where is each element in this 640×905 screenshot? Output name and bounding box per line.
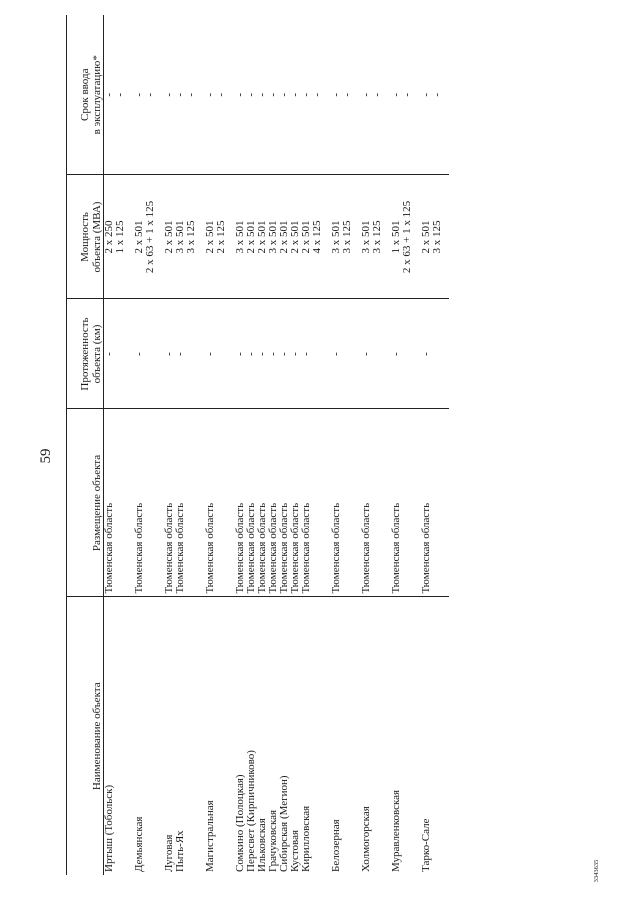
- cell-line: 1 x 125: [114, 220, 126, 254]
- cell-line: -: [431, 92, 443, 97]
- table-row: [290, 15, 301, 875]
- cell-line: -: [133, 92, 145, 97]
- table-row: [164, 15, 175, 875]
- cell-line: -: [267, 92, 279, 97]
- cell-object-name: Пыть-Ях: [174, 830, 186, 872]
- cell-term: [301, 15, 323, 175]
- cell-object-name: Кустовая: [289, 829, 301, 872]
- cell-line: 2 x 63 + 1 x 125: [401, 200, 413, 274]
- cell-line: -: [371, 92, 383, 97]
- cell-line: -: [204, 92, 216, 97]
- cell-line: -: [311, 92, 323, 97]
- cell-line: -: [185, 92, 197, 97]
- column-header: Срок ввода в эксплуатацию*: [67, 15, 104, 175]
- cell-power: [175, 175, 197, 299]
- cell-object-name: Белозерная: [330, 819, 342, 872]
- cell-object-name: Грачуковская: [267, 809, 279, 872]
- cell-line: 2 x 63 + 1 x 125: [144, 200, 156, 274]
- cell-line: 2 x 501: [289, 220, 301, 254]
- cell-line: -: [390, 92, 402, 97]
- cell-object-name: Пересвет (Кирпичниково): [245, 750, 257, 872]
- table-row: [391, 15, 413, 875]
- cell-location: Тюменская область: [134, 409, 156, 597]
- cell-line: 2 x 501: [133, 220, 145, 254]
- row-spacer: [227, 15, 235, 875]
- cell-object-name: Сомкино (Полоцкая): [234, 774, 246, 872]
- table-body: [104, 15, 450, 875]
- cell-line: 3 x 125: [185, 220, 197, 254]
- cell-term: [331, 15, 353, 175]
- table-row: [268, 15, 279, 875]
- cell-line: 3 x 501: [267, 220, 279, 254]
- cell-location: Тюменская область: [331, 409, 353, 597]
- cell-length: -: [279, 299, 290, 409]
- column-header: Протяженность объекта (км): [67, 299, 104, 409]
- column-header: Размещение объекта: [67, 409, 104, 597]
- cell-line: -: [420, 92, 432, 97]
- cell-line: 2 x 501: [420, 220, 432, 254]
- cell-line: 2 x 501: [278, 220, 290, 254]
- cell-object-name: Сибирская (Мегион): [278, 775, 290, 872]
- cell-location: Тюменская область: [279, 409, 290, 597]
- cell-object-name: Холмогорская: [360, 806, 372, 872]
- row-spacer: [126, 15, 134, 875]
- cell-power: [205, 175, 227, 299]
- cell-location: Тюменская область: [361, 409, 383, 597]
- cell-object-name: Муравленковская: [390, 789, 402, 872]
- cell-line: 4 x 125: [311, 220, 323, 254]
- cell-line: -: [360, 92, 372, 97]
- cell-line: 1 x 501: [390, 220, 402, 254]
- cell-line: -: [330, 92, 342, 97]
- cell-length: -: [134, 299, 156, 409]
- cell-line: -: [300, 92, 312, 97]
- cell-length: -: [331, 299, 353, 409]
- cell-length: -: [164, 299, 175, 409]
- cell-object-name: Кирилловская: [300, 805, 312, 872]
- cell-power: [361, 175, 383, 299]
- cell-length: -: [361, 299, 383, 409]
- column-header: Мощность объекта (МВА): [67, 175, 104, 299]
- cell-line: -: [256, 92, 268, 97]
- cell-length: -: [268, 299, 279, 409]
- cell-line: -: [163, 92, 175, 97]
- table-row: [134, 15, 156, 875]
- cell-line: -: [401, 92, 413, 97]
- cell-length: -: [235, 299, 246, 409]
- cell-power: [421, 175, 449, 299]
- row-spacer: [413, 15, 421, 875]
- table-row: [331, 15, 353, 875]
- cell-term: [104, 15, 127, 175]
- cell-location: Тюменская область: [175, 409, 197, 597]
- cell-line: -: [341, 92, 353, 97]
- cell-line: 3 x 125: [431, 220, 443, 254]
- cell-term: [175, 15, 197, 175]
- cell-term: [205, 15, 227, 175]
- cell-length: -: [301, 299, 323, 409]
- table-row: [175, 15, 197, 875]
- cell-object-name: Луговая: [163, 834, 175, 872]
- cell-length: -: [257, 299, 268, 409]
- cell-location: Тюменская область: [257, 409, 268, 597]
- cell-length: -: [175, 299, 197, 409]
- cell-location: Тюменская область: [421, 409, 449, 597]
- cell-object-name: Ильковская: [256, 818, 268, 872]
- facilities-table: [66, 15, 449, 875]
- cell-line: -: [278, 92, 290, 97]
- table-row: [104, 15, 127, 875]
- row-spacer: [156, 15, 164, 875]
- table-row: [421, 15, 449, 875]
- cell-line: -: [215, 92, 227, 97]
- cell-line: 2 x 501: [300, 220, 312, 254]
- cell-location: Тюменская область: [290, 409, 301, 597]
- cell-line: -: [144, 92, 156, 97]
- cell-power: [391, 175, 413, 299]
- table-row: [235, 15, 246, 875]
- cell-object-name: Демьянская: [133, 816, 145, 872]
- cell-location: Тюменская область: [205, 409, 227, 597]
- cell-line: 2 x 501: [163, 220, 175, 254]
- rotated-table-wrapper: [66, 15, 566, 875]
- cell-location: Тюменская область: [301, 409, 323, 597]
- cell-term: [361, 15, 383, 175]
- cell-location: Тюменская область: [391, 409, 413, 597]
- row-spacer: [353, 15, 361, 875]
- cell-line: 3 x 501: [234, 220, 246, 254]
- cell-location: Тюменская область: [104, 409, 127, 597]
- cell-line: 2 x 250: [103, 220, 115, 254]
- column-header: Наименование объекта: [67, 597, 104, 875]
- cell-line: -: [289, 92, 301, 97]
- row-spacer: [383, 15, 391, 875]
- table-row: [279, 15, 290, 875]
- cell-line: 2 x 501: [256, 220, 268, 254]
- cell-power: [134, 175, 156, 299]
- cell-term: [391, 15, 413, 175]
- cell-length: -: [246, 299, 257, 409]
- cell-line: 3 x 501: [174, 220, 186, 254]
- cell-line: 2 x 125: [215, 220, 227, 254]
- table-row: [361, 15, 383, 875]
- cell-term: [134, 15, 156, 175]
- cell-line: 3 x 125: [371, 220, 383, 254]
- cell-location: Тюменская область: [268, 409, 279, 597]
- cell-line: 3 x 501: [330, 220, 342, 254]
- cell-object-name: Тарко-Сале: [420, 818, 432, 872]
- cell-object-name: Магистральная: [204, 800, 216, 872]
- page-number: 59: [38, 448, 54, 464]
- cell-power: [301, 175, 323, 299]
- spacer-cell: [156, 597, 164, 875]
- cell-length: -: [104, 299, 127, 409]
- cell-line: -: [103, 92, 115, 97]
- cell-line: 3 x 501: [360, 220, 372, 254]
- cell-location: Тюменская область: [246, 409, 257, 597]
- cell-line: -: [174, 92, 186, 97]
- cell-length: -: [205, 299, 227, 409]
- table-row: [257, 15, 268, 875]
- cell-line: -: [245, 92, 257, 97]
- cell-term: [421, 15, 449, 175]
- cell-object-name: Иртыш (Тобольск): [103, 784, 115, 872]
- cell-line: 2 x 501: [245, 220, 257, 254]
- cell-line: 3 x 125: [341, 220, 353, 254]
- cell-line: -: [114, 92, 126, 97]
- cell-line: 2 x 501: [204, 220, 216, 254]
- cell-power: [104, 175, 127, 299]
- row-spacer: [323, 15, 331, 875]
- row-spacer: [197, 15, 205, 875]
- cell-line: -: [234, 92, 246, 97]
- cell-location: Тюменская область: [235, 409, 246, 597]
- table-row: [301, 15, 323, 875]
- table-row: [205, 15, 227, 875]
- table-row: [246, 15, 257, 875]
- cell-length: -: [290, 299, 301, 409]
- cell-length: -: [421, 299, 449, 409]
- table-header-row: [67, 15, 104, 875]
- cell-location: Тюменская область: [164, 409, 175, 597]
- document-code: 3343635: [593, 859, 600, 883]
- cell-length: -: [391, 299, 413, 409]
- cell-power: [331, 175, 353, 299]
